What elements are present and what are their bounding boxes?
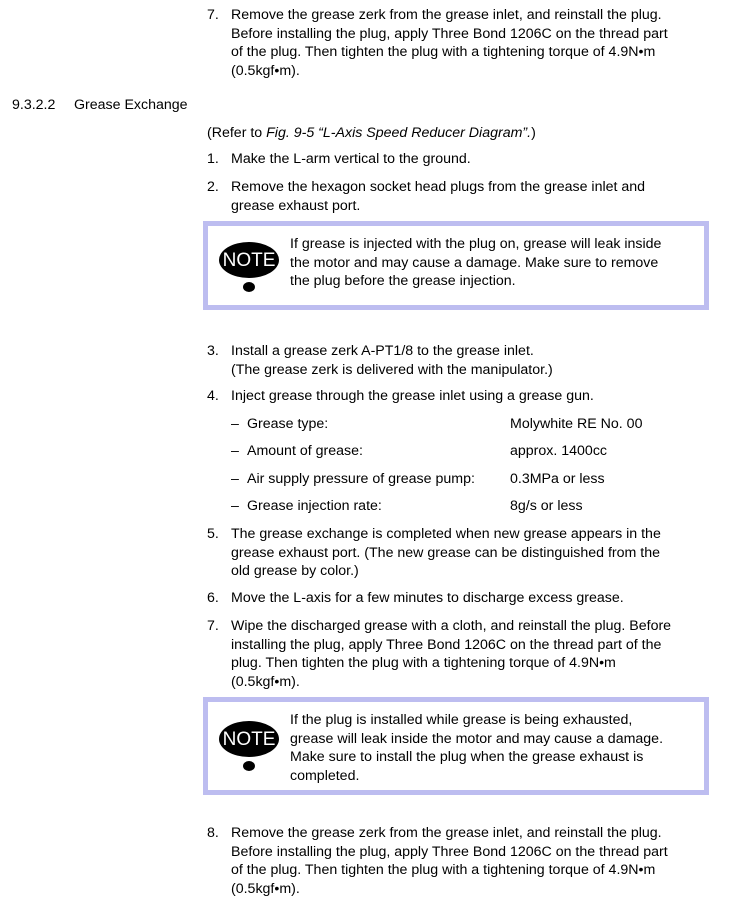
note-icon-label: NOTE: [222, 250, 276, 271]
step-text: The grease exchange is completed when new grease appears in the grease exhaust port. (The new grease can be distinguished from the old grease by color.): [231, 526, 661, 579]
step-text: Install a grease zerk A-PT1/8 to the grease inlet. (The grease zerk is delivered with the manipulator.): [231, 343, 553, 378]
note-box: [203, 697, 709, 795]
section-title: Grease Exchange: [74, 97, 188, 113]
note-text: If the plug is installed while grease is being exhausted, grease will leak inside the motor and may cause a damage. Make sure to install the plug when the grease exhaust is completed.: [290, 712, 664, 784]
spec-value: 8g/s or less: [510, 498, 583, 514]
refer-figure-link: Fig. 9-5 “L-Axis Speed Reducer Diagram”.: [266, 125, 532, 141]
figure-reference: [207, 124, 536, 142]
note-icon: [218, 720, 280, 774]
spec-dash: –: [231, 471, 239, 487]
step-number: 4.: [207, 388, 219, 404]
spec-dash: –: [231, 498, 239, 514]
step-text: Wipe the discharged grease with a cloth, and reinstall the plug. Before installing the plug, apply Three Bond 1206C on the thread part of the plug. Then tighten the plug with a tightening torque of 4.9N•m (0.5kgf•m).: [231, 618, 672, 690]
section-number: 9.3.2.2: [12, 97, 56, 113]
step-number: 2.: [207, 179, 219, 195]
note-icon: [218, 241, 280, 295]
spec-value: 0.3MPa or less: [510, 471, 605, 487]
spec-label: Amount of grease:: [247, 443, 363, 459]
step-text: Make the L-arm vertical to the ground.: [231, 151, 471, 167]
spec-label: Air supply pressure of grease pump:: [247, 471, 475, 487]
note-box: [203, 221, 709, 310]
step-number: 7.: [207, 618, 219, 634]
note-text: If grease is injected with the plug on, grease will leak inside the motor and may cause a damage. Make sure to remove the plug before the grease injection.: [290, 236, 662, 289]
step-number: 3.: [207, 343, 219, 359]
step-text: Remove the hexagon socket head plugs from the grease inlet and grease exhaust port.: [231, 179, 646, 214]
spec-dash: –: [231, 416, 239, 432]
step-number: 1.: [207, 151, 219, 167]
step-text: Inject grease through the grease inlet using a grease gun.: [231, 388, 594, 404]
step-text: Remove the grease zerk from the grease inlet, and reinstall the plug. Before installing the plug, apply Three Bond 1206C on the thread part of the plug. Then tighten the plug with a tightening torque of 4.9N•m (0.5kgf•m).: [231, 7, 668, 79]
step-text: Remove the grease zerk from the grease inlet, and reinstall the plug. Before installing the plug, apply Three Bond 1206C on the thread part of the plug. Then tighten the plug with a tightening torque of 4.9N•m (0.5kgf•m).: [231, 825, 668, 897]
spec-value: Molywhite RE No. 00: [510, 416, 643, 432]
spec-value: approx. 1400cc: [510, 443, 608, 459]
step-text: Move the L-axis for a few minutes to discharge excess grease.: [231, 590, 624, 606]
note-icon-label: NOTE: [222, 729, 276, 750]
refer-suffix: ): [531, 125, 536, 141]
step-number: 7.: [207, 7, 219, 23]
spec-dash: –: [231, 443, 239, 459]
step-number: 6.: [207, 590, 219, 606]
step-number: 8.: [207, 825, 219, 841]
spec-label: Grease injection rate:: [247, 498, 382, 514]
section-heading: [12, 96, 188, 114]
refer-prefix: (Refer to: [207, 125, 267, 141]
spec-label: Grease type:: [247, 416, 329, 432]
step-number: 5.: [207, 526, 219, 542]
